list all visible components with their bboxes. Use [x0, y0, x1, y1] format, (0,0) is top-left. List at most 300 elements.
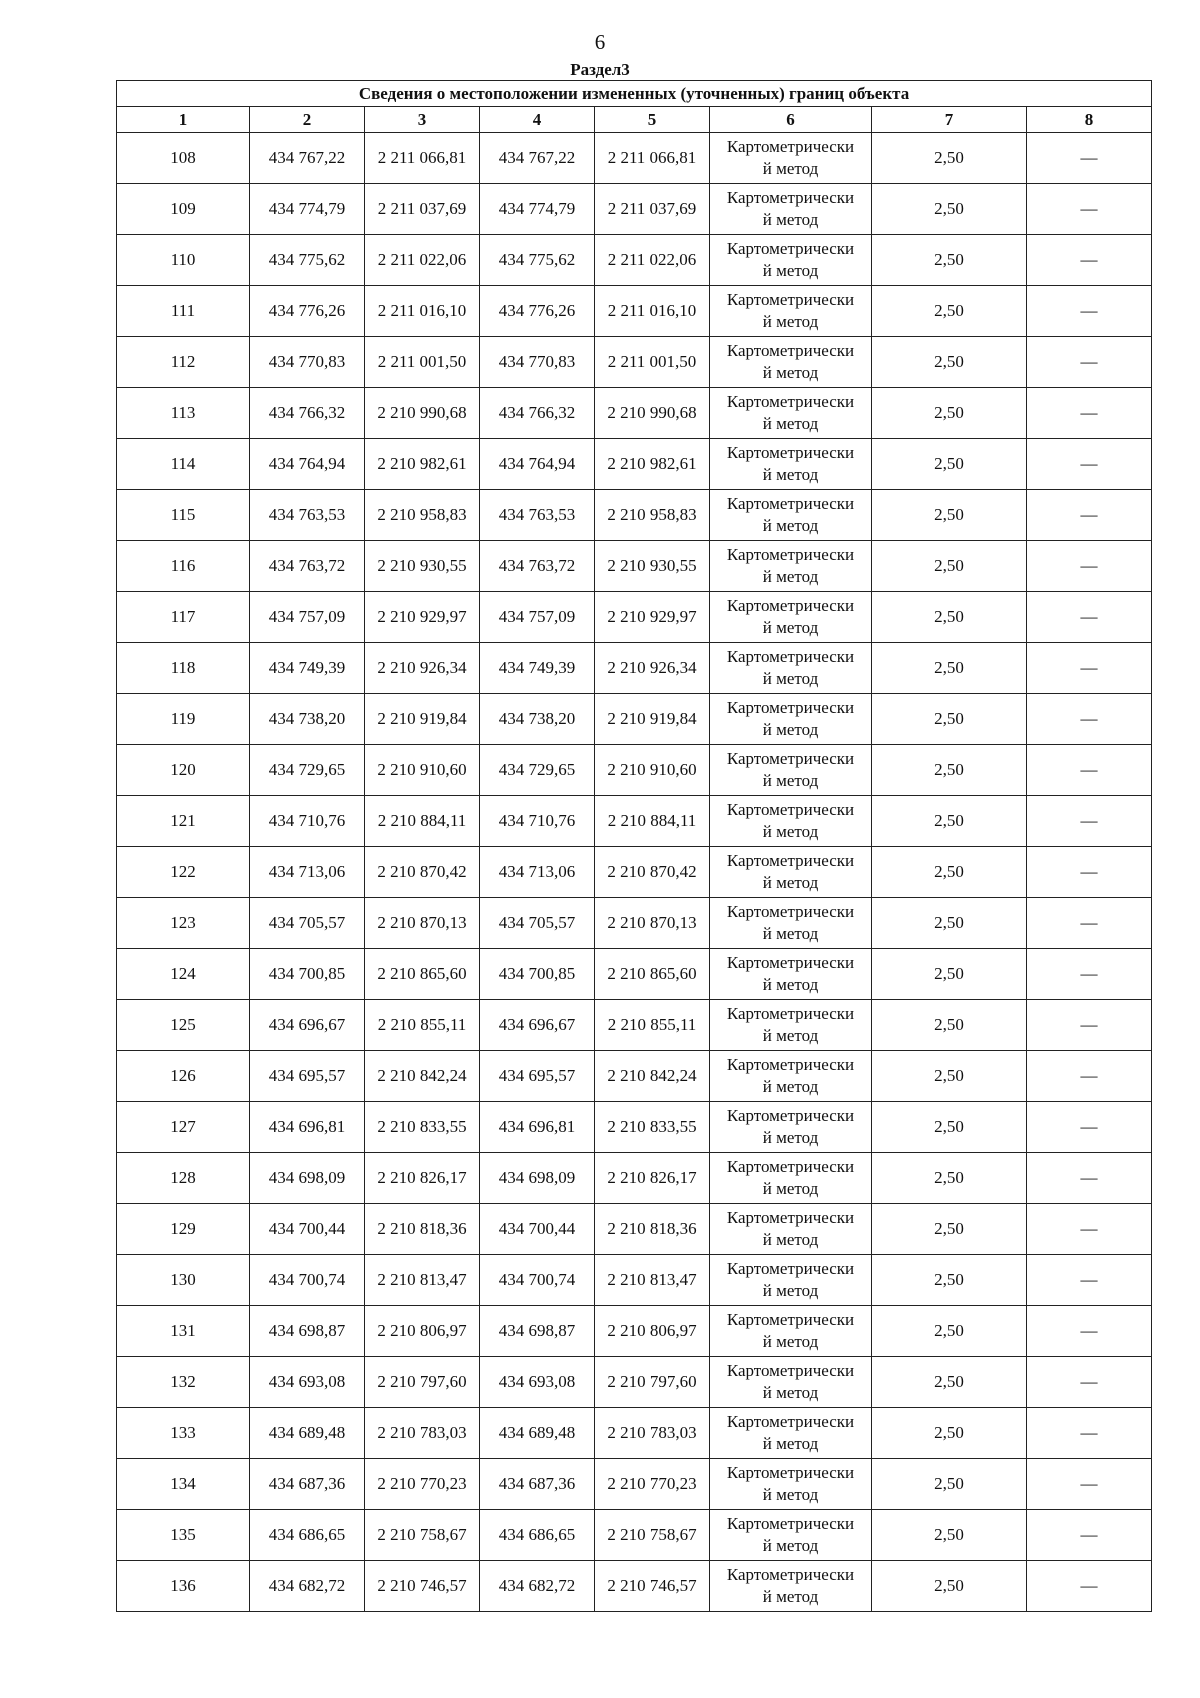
- method-line: й метод: [762, 669, 819, 688]
- x-refined-cell: 434 713,06: [480, 847, 595, 898]
- point-number-cell: 122: [117, 847, 250, 898]
- y-existing-cell: 2 210 842,24: [365, 1051, 480, 1102]
- note-cell: —: [1027, 1306, 1152, 1357]
- note-cell: —: [1027, 1459, 1152, 1510]
- x-existing-cell: 434 774,79: [250, 184, 365, 235]
- method-cell: [710, 1153, 872, 1204]
- y-existing-cell: 2 210 818,36: [365, 1204, 480, 1255]
- column-number-row: [117, 107, 1152, 133]
- x-refined-cell: 434 763,53: [480, 490, 595, 541]
- accuracy-cell: 2,50: [872, 694, 1027, 745]
- x-refined-cell: 434 738,20: [480, 694, 595, 745]
- accuracy-cell: 2,50: [872, 337, 1027, 388]
- y-refined-cell: 2 210 826,17: [595, 1153, 710, 1204]
- method-line: й метод: [762, 1077, 819, 1096]
- x-existing-cell: 434 738,20: [250, 694, 365, 745]
- method-line: й метод: [762, 1587, 819, 1606]
- table-row: [117, 745, 1152, 796]
- method-line: й метод: [762, 1434, 819, 1453]
- accuracy-cell: 2,50: [872, 541, 1027, 592]
- y-refined-cell: 2 210 870,13: [595, 898, 710, 949]
- note-cell: —: [1027, 235, 1152, 286]
- x-refined-cell: 434 767,22: [480, 133, 595, 184]
- x-refined-cell: 434 729,65: [480, 745, 595, 796]
- point-number-cell: 109: [117, 184, 250, 235]
- y-refined-cell: 2 210 783,03: [595, 1408, 710, 1459]
- method-cell: [710, 1510, 872, 1561]
- method-line: Картометрически: [726, 1055, 855, 1074]
- x-existing-cell: 434 757,09: [250, 592, 365, 643]
- x-existing-cell: 434 749,39: [250, 643, 365, 694]
- column-number: 2: [250, 107, 365, 133]
- method-cell: [710, 286, 872, 337]
- point-number-cell: 111: [117, 286, 250, 337]
- note-cell: —: [1027, 1357, 1152, 1408]
- y-existing-cell: 2 210 797,60: [365, 1357, 480, 1408]
- method-line: Картометрически: [726, 341, 855, 360]
- table-row: [117, 1153, 1152, 1204]
- x-existing-cell: 434 682,72: [250, 1561, 365, 1612]
- table-row: [117, 337, 1152, 388]
- method-line: Картометрически: [726, 1106, 855, 1125]
- y-existing-cell: 2 210 926,34: [365, 643, 480, 694]
- x-refined-cell: 434 770,83: [480, 337, 595, 388]
- method-line: й метод: [762, 1128, 819, 1147]
- x-existing-cell: 434 689,48: [250, 1408, 365, 1459]
- method-line: Картометрически: [726, 851, 855, 870]
- method-line: Картометрически: [726, 392, 855, 411]
- point-number-cell: 136: [117, 1561, 250, 1612]
- method-cell: [710, 1255, 872, 1306]
- note-cell: —: [1027, 592, 1152, 643]
- y-existing-cell: 2 211 037,69: [365, 184, 480, 235]
- x-refined-cell: 434 696,81: [480, 1102, 595, 1153]
- x-refined-cell: 434 749,39: [480, 643, 595, 694]
- point-number-cell: 126: [117, 1051, 250, 1102]
- table-row: [117, 643, 1152, 694]
- y-existing-cell: 2 211 022,06: [365, 235, 480, 286]
- accuracy-cell: 2,50: [872, 1459, 1027, 1510]
- method-cell: [710, 235, 872, 286]
- note-cell: —: [1027, 898, 1152, 949]
- note-cell: —: [1027, 643, 1152, 694]
- column-number: 8: [1027, 107, 1152, 133]
- x-refined-cell: 434 686,65: [480, 1510, 595, 1561]
- y-existing-cell: 2 210 930,55: [365, 541, 480, 592]
- y-existing-cell: 2 210 746,57: [365, 1561, 480, 1612]
- accuracy-cell: 2,50: [872, 643, 1027, 694]
- table-row: [117, 694, 1152, 745]
- note-cell: —: [1027, 1204, 1152, 1255]
- y-refined-cell: 2 210 990,68: [595, 388, 710, 439]
- method-line: Картометрически: [726, 545, 855, 564]
- section-title: Раздел3: [570, 60, 630, 79]
- table-row: [117, 1561, 1152, 1612]
- y-existing-cell: 2 210 982,61: [365, 439, 480, 490]
- method-cell: [710, 1102, 872, 1153]
- note-cell: —: [1027, 847, 1152, 898]
- y-refined-cell: 2 211 022,06: [595, 235, 710, 286]
- y-refined-cell: 2 210 929,97: [595, 592, 710, 643]
- note-cell: —: [1027, 388, 1152, 439]
- y-refined-cell: 2 210 855,11: [595, 1000, 710, 1051]
- x-refined-cell: 434 776,26: [480, 286, 595, 337]
- table-row: [117, 541, 1152, 592]
- column-number: 4: [480, 107, 595, 133]
- y-existing-cell: 2 210 958,83: [365, 490, 480, 541]
- y-refined-cell: 2 210 865,60: [595, 949, 710, 1000]
- column-number: 6: [710, 107, 872, 133]
- note-cell: —: [1027, 1153, 1152, 1204]
- x-existing-cell: 434 770,83: [250, 337, 365, 388]
- accuracy-cell: 2,50: [872, 592, 1027, 643]
- y-refined-cell: 2 210 746,57: [595, 1561, 710, 1612]
- y-existing-cell: 2 210 806,97: [365, 1306, 480, 1357]
- method-line: Картометрически: [726, 1412, 855, 1431]
- table-row: [117, 592, 1152, 643]
- x-existing-cell: 434 695,57: [250, 1051, 365, 1102]
- note-cell: —: [1027, 796, 1152, 847]
- y-existing-cell: 2 210 833,55: [365, 1102, 480, 1153]
- x-existing-cell: 434 700,74: [250, 1255, 365, 1306]
- column-number: 5: [595, 107, 710, 133]
- method-line: Картометрически: [726, 749, 855, 768]
- table-row: [117, 184, 1152, 235]
- x-refined-cell: 434 766,32: [480, 388, 595, 439]
- x-refined-cell: 434 763,72: [480, 541, 595, 592]
- x-refined-cell: 434 700,44: [480, 1204, 595, 1255]
- table-row: [117, 1510, 1152, 1561]
- method-cell: [710, 541, 872, 592]
- point-number-cell: 117: [117, 592, 250, 643]
- x-existing-cell: 434 698,09: [250, 1153, 365, 1204]
- point-number-cell: 134: [117, 1459, 250, 1510]
- note-cell: —: [1027, 1102, 1152, 1153]
- point-number-cell: 110: [117, 235, 250, 286]
- accuracy-cell: 2,50: [872, 439, 1027, 490]
- x-refined-cell: 434 705,57: [480, 898, 595, 949]
- x-refined-cell: 434 698,09: [480, 1153, 595, 1204]
- point-number-cell: 118: [117, 643, 250, 694]
- y-existing-cell: 2 210 770,23: [365, 1459, 480, 1510]
- method-cell: [710, 133, 872, 184]
- accuracy-cell: 2,50: [872, 286, 1027, 337]
- note-cell: —: [1027, 133, 1152, 184]
- method-line: й метод: [762, 975, 819, 994]
- x-existing-cell: 434 700,44: [250, 1204, 365, 1255]
- coordinates-table: [116, 80, 1152, 1612]
- y-existing-cell: 2 211 016,10: [365, 286, 480, 337]
- y-refined-cell: 2 211 001,50: [595, 337, 710, 388]
- y-refined-cell: 2 210 930,55: [595, 541, 710, 592]
- y-existing-cell: 2 210 870,13: [365, 898, 480, 949]
- accuracy-cell: 2,50: [872, 949, 1027, 1000]
- point-number-cell: 132: [117, 1357, 250, 1408]
- y-existing-cell: 2 210 910,60: [365, 745, 480, 796]
- point-number-cell: 119: [117, 694, 250, 745]
- x-refined-cell: 434 700,74: [480, 1255, 595, 1306]
- accuracy-cell: 2,50: [872, 1153, 1027, 1204]
- method-cell: [710, 1357, 872, 1408]
- accuracy-cell: 2,50: [872, 1561, 1027, 1612]
- note-cell: —: [1027, 1408, 1152, 1459]
- note-cell: —: [1027, 541, 1152, 592]
- method-line: й метод: [762, 618, 819, 637]
- point-number-cell: 129: [117, 1204, 250, 1255]
- y-existing-cell: 2 210 870,42: [365, 847, 480, 898]
- table-row: [117, 490, 1152, 541]
- x-existing-cell: 434 693,08: [250, 1357, 365, 1408]
- x-existing-cell: 434 686,65: [250, 1510, 365, 1561]
- method-line: Картометрически: [726, 188, 855, 207]
- method-line: й метод: [762, 261, 819, 280]
- y-existing-cell: 2 211 001,50: [365, 337, 480, 388]
- method-cell: [710, 949, 872, 1000]
- x-refined-cell: 434 774,79: [480, 184, 595, 235]
- method-line: й метод: [762, 516, 819, 535]
- table-row: [117, 796, 1152, 847]
- method-cell: [710, 439, 872, 490]
- x-refined-cell: 434 695,57: [480, 1051, 595, 1102]
- column-number: 3: [365, 107, 480, 133]
- y-existing-cell: 2 210 990,68: [365, 388, 480, 439]
- x-existing-cell: 434 698,87: [250, 1306, 365, 1357]
- x-refined-cell: 434 693,08: [480, 1357, 595, 1408]
- table-row: [117, 949, 1152, 1000]
- method-line: Картометрически: [726, 1310, 855, 1329]
- x-existing-cell: 434 687,36: [250, 1459, 365, 1510]
- method-line: й метод: [762, 1383, 819, 1402]
- method-line: й метод: [762, 312, 819, 331]
- note-cell: —: [1027, 1255, 1152, 1306]
- method-line: й метод: [762, 1485, 819, 1504]
- x-refined-cell: 434 682,72: [480, 1561, 595, 1612]
- y-refined-cell: 2 210 926,34: [595, 643, 710, 694]
- y-existing-cell: 2 210 783,03: [365, 1408, 480, 1459]
- point-number-cell: 125: [117, 1000, 250, 1051]
- accuracy-cell: 2,50: [872, 1510, 1027, 1561]
- x-existing-cell: 434 763,53: [250, 490, 365, 541]
- method-line: Картометрически: [726, 1361, 855, 1380]
- method-line: й метод: [762, 771, 819, 790]
- method-line: Картометрически: [726, 443, 855, 462]
- point-number-cell: 114: [117, 439, 250, 490]
- y-existing-cell: 2 211 066,81: [365, 133, 480, 184]
- y-refined-cell: 2 211 037,69: [595, 184, 710, 235]
- note-cell: —: [1027, 337, 1152, 388]
- y-refined-cell: 2 210 818,36: [595, 1204, 710, 1255]
- x-refined-cell: 434 775,62: [480, 235, 595, 286]
- accuracy-cell: 2,50: [872, 1306, 1027, 1357]
- method-line: й метод: [762, 363, 819, 382]
- method-cell: [710, 745, 872, 796]
- accuracy-cell: 2,50: [872, 1357, 1027, 1408]
- y-existing-cell: 2 210 855,11: [365, 1000, 480, 1051]
- method-line: Картометрически: [726, 1157, 855, 1176]
- accuracy-cell: 2,50: [872, 388, 1027, 439]
- table-row: [117, 1204, 1152, 1255]
- x-refined-cell: 434 698,87: [480, 1306, 595, 1357]
- x-existing-cell: 434 700,85: [250, 949, 365, 1000]
- method-line: й метод: [762, 873, 819, 892]
- method-line: Картометрически: [726, 902, 855, 921]
- table-row: [117, 439, 1152, 490]
- table-body: [117, 133, 1152, 1612]
- table-row: [117, 1459, 1152, 1510]
- y-refined-cell: 2 210 982,61: [595, 439, 710, 490]
- x-existing-cell: 434 710,76: [250, 796, 365, 847]
- x-existing-cell: 434 776,26: [250, 286, 365, 337]
- note-cell: —: [1027, 1000, 1152, 1051]
- y-refined-cell: 2 210 813,47: [595, 1255, 710, 1306]
- point-number-cell: 133: [117, 1408, 250, 1459]
- note-cell: —: [1027, 745, 1152, 796]
- point-number-cell: 124: [117, 949, 250, 1000]
- accuracy-cell: 2,50: [872, 1051, 1027, 1102]
- accuracy-cell: 2,50: [872, 898, 1027, 949]
- method-cell: [710, 1408, 872, 1459]
- method-line: Картометрически: [726, 647, 855, 666]
- method-cell: [710, 796, 872, 847]
- x-existing-cell: 434 713,06: [250, 847, 365, 898]
- method-line: й метод: [762, 465, 819, 484]
- note-cell: —: [1027, 1561, 1152, 1612]
- method-line: й метод: [762, 1281, 819, 1300]
- x-refined-cell: 434 710,76: [480, 796, 595, 847]
- method-line: й метод: [762, 1026, 819, 1045]
- accuracy-cell: 2,50: [872, 1000, 1027, 1051]
- table-row: [117, 1000, 1152, 1051]
- method-cell: [710, 337, 872, 388]
- x-refined-cell: 434 764,94: [480, 439, 595, 490]
- table-row: [117, 1357, 1152, 1408]
- x-existing-cell: 434 767,22: [250, 133, 365, 184]
- table-row: [117, 286, 1152, 337]
- table-row: [117, 1306, 1152, 1357]
- y-refined-cell: 2 210 884,11: [595, 796, 710, 847]
- y-refined-cell: 2 210 770,23: [595, 1459, 710, 1510]
- method-cell: [710, 184, 872, 235]
- point-number-cell: 127: [117, 1102, 250, 1153]
- table-row: [117, 133, 1152, 184]
- method-cell: [710, 1000, 872, 1051]
- y-refined-cell: 2 210 919,84: [595, 694, 710, 745]
- note-cell: —: [1027, 949, 1152, 1000]
- y-existing-cell: 2 210 813,47: [365, 1255, 480, 1306]
- y-refined-cell: 2 210 870,42: [595, 847, 710, 898]
- point-number-cell: 135: [117, 1510, 250, 1561]
- table-row: [117, 1102, 1152, 1153]
- method-cell: [710, 1459, 872, 1510]
- y-refined-cell: 2 210 842,24: [595, 1051, 710, 1102]
- point-number-cell: 123: [117, 898, 250, 949]
- method-cell: [710, 1051, 872, 1102]
- method-line: Картометрически: [726, 1514, 855, 1533]
- method-line: Картометрически: [726, 596, 855, 615]
- method-cell: [710, 490, 872, 541]
- method-line: й метод: [762, 1230, 819, 1249]
- method-line: Картометрически: [726, 1208, 855, 1227]
- y-refined-cell: 2 210 958,83: [595, 490, 710, 541]
- accuracy-cell: 2,50: [872, 490, 1027, 541]
- y-existing-cell: 2 210 919,84: [365, 694, 480, 745]
- table-caption: Сведения о местоположении измененных (уточненных) границ объекта: [117, 81, 1152, 107]
- method-line: й метод: [762, 924, 819, 943]
- accuracy-cell: 2,50: [872, 1102, 1027, 1153]
- method-line: й метод: [762, 1179, 819, 1198]
- point-number-cell: 115: [117, 490, 250, 541]
- point-number-cell: 121: [117, 796, 250, 847]
- method-cell: [710, 694, 872, 745]
- accuracy-cell: 2,50: [872, 847, 1027, 898]
- x-refined-cell: 434 696,67: [480, 1000, 595, 1051]
- x-refined-cell: 434 689,48: [480, 1408, 595, 1459]
- method-cell: [710, 592, 872, 643]
- note-cell: —: [1027, 439, 1152, 490]
- method-line: Картометрически: [726, 1004, 855, 1023]
- x-refined-cell: 434 687,36: [480, 1459, 595, 1510]
- y-refined-cell: 2 210 797,60: [595, 1357, 710, 1408]
- accuracy-cell: 2,50: [872, 1255, 1027, 1306]
- method-cell: [710, 1306, 872, 1357]
- accuracy-cell: 2,50: [872, 133, 1027, 184]
- table-row: [117, 1051, 1152, 1102]
- x-existing-cell: 434 696,81: [250, 1102, 365, 1153]
- point-number-cell: 116: [117, 541, 250, 592]
- x-existing-cell: 434 766,32: [250, 388, 365, 439]
- x-existing-cell: 434 696,67: [250, 1000, 365, 1051]
- note-cell: —: [1027, 1051, 1152, 1102]
- method-line: Картометрически: [726, 290, 855, 309]
- accuracy-cell: 2,50: [872, 745, 1027, 796]
- accuracy-cell: 2,50: [872, 235, 1027, 286]
- method-cell: [710, 1561, 872, 1612]
- method-line: й метод: [762, 159, 819, 178]
- method-cell: [710, 643, 872, 694]
- method-line: Картометрически: [726, 1463, 855, 1482]
- method-line: й метод: [762, 720, 819, 739]
- accuracy-cell: 2,50: [872, 796, 1027, 847]
- accuracy-cell: 2,50: [872, 184, 1027, 235]
- y-refined-cell: 2 210 758,67: [595, 1510, 710, 1561]
- method-cell: [710, 1204, 872, 1255]
- x-refined-cell: 434 700,85: [480, 949, 595, 1000]
- y-existing-cell: 2 210 758,67: [365, 1510, 480, 1561]
- point-number-cell: 113: [117, 388, 250, 439]
- y-existing-cell: 2 210 865,60: [365, 949, 480, 1000]
- method-cell: [710, 847, 872, 898]
- note-cell: —: [1027, 490, 1152, 541]
- method-line: й метод: [762, 414, 819, 433]
- method-line: й метод: [762, 567, 819, 586]
- method-line: Картометрически: [726, 698, 855, 717]
- y-existing-cell: 2 210 826,17: [365, 1153, 480, 1204]
- method-cell: [710, 388, 872, 439]
- column-number: 7: [872, 107, 1027, 133]
- x-existing-cell: 434 729,65: [250, 745, 365, 796]
- x-existing-cell: 434 705,57: [250, 898, 365, 949]
- x-existing-cell: 434 764,94: [250, 439, 365, 490]
- method-line: Картометрически: [726, 494, 855, 513]
- x-refined-cell: 434 757,09: [480, 592, 595, 643]
- method-line: Картометрически: [726, 239, 855, 258]
- point-number-cell: 108: [117, 133, 250, 184]
- y-existing-cell: 2 210 929,97: [365, 592, 480, 643]
- note-cell: —: [1027, 694, 1152, 745]
- accuracy-cell: 2,50: [872, 1408, 1027, 1459]
- point-number-cell: 131: [117, 1306, 250, 1357]
- y-refined-cell: 2 210 833,55: [595, 1102, 710, 1153]
